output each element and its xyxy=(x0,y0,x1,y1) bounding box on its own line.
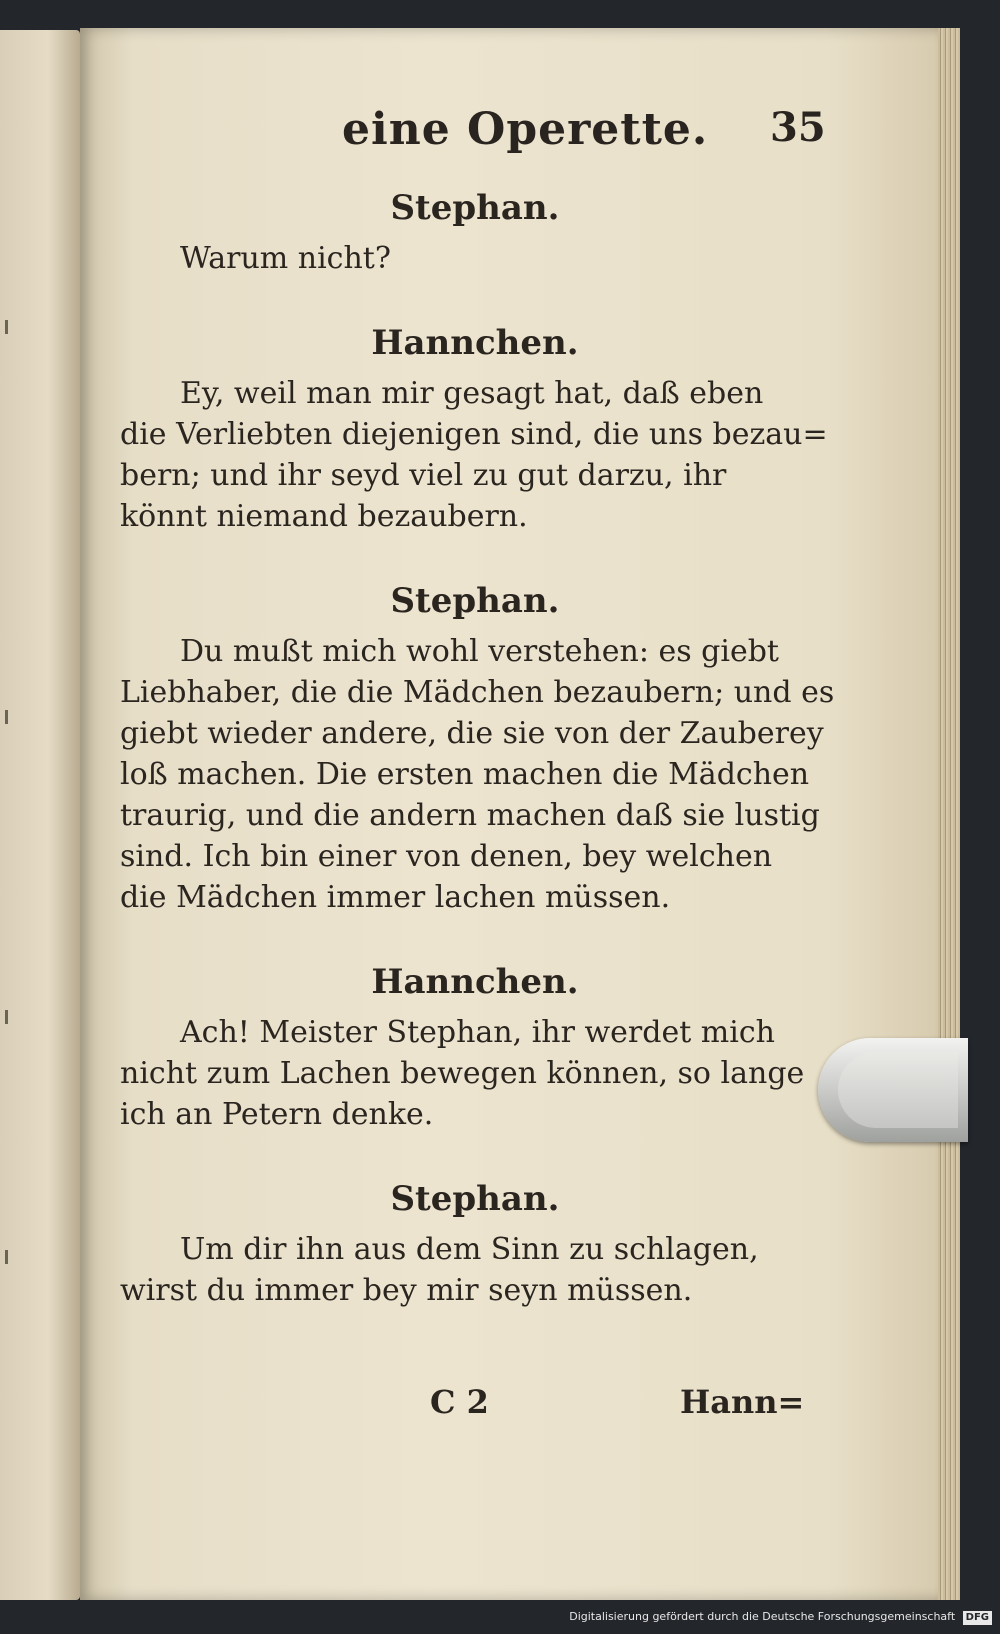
speech-line: Ey, weil man mir gesagt hat, daß eben xyxy=(180,376,764,411)
speech-line: wirst du immer bey mir seyn müssen. xyxy=(120,1273,693,1308)
speaker-heading: Hannchen. xyxy=(371,323,579,363)
speech-line: traurig, und die andern machen daß sie lustig xyxy=(120,798,820,833)
facing-page-edge xyxy=(0,30,80,1600)
speech-paragraph xyxy=(120,1229,830,1311)
book-page xyxy=(80,28,960,1600)
speech-line: Liebhaber, die die Mädchen bezaubern; und es xyxy=(120,675,835,710)
speech-paragraph xyxy=(120,238,830,279)
speech-line: könnt niemand bezaubern. xyxy=(120,499,528,534)
speech-line: loß machen. Die ersten machen die Mädchen xyxy=(120,757,810,792)
running-head-title: eine Operette. xyxy=(342,104,709,155)
digitization-credit xyxy=(569,1608,992,1626)
page-clip xyxy=(818,1038,968,1142)
page-stack-edges xyxy=(938,28,960,1600)
speaker-heading: Stephan. xyxy=(390,188,560,228)
speech-line: bern; und ihr seyd viel zu gut darzu, ihr xyxy=(120,458,727,493)
dfg-logo: DFG xyxy=(963,1611,992,1625)
edge-mark xyxy=(5,1010,8,1024)
catchword: Hann= xyxy=(680,1383,805,1421)
speaker-heading: Hannchen. xyxy=(371,962,579,1002)
credit-text: Digitalisierung gefördert durch die Deutsche Forschungsgemeinschaft xyxy=(569,1610,956,1623)
speech-line: die Verliebten diejenigen sind, die uns bezau= xyxy=(120,417,828,452)
speaker-heading: Stephan. xyxy=(390,581,560,621)
speech-line: nicht zum Lachen bewegen können, so lange xyxy=(120,1056,805,1091)
speech-line: giebt wieder andere, die sie von der Zauberey xyxy=(120,716,824,751)
speech-paragraph xyxy=(120,631,835,918)
speech-line: Um dir ihn aus dem Sinn zu schlagen, xyxy=(180,1232,759,1267)
speech-line: ich an Petern denke. xyxy=(120,1097,434,1132)
page-footer xyxy=(80,1383,960,1433)
page-number: 35 xyxy=(770,104,826,151)
page-body xyxy=(120,178,835,1311)
edge-mark xyxy=(5,320,8,334)
speaker-heading: Stephan. xyxy=(390,1179,560,1219)
speech-line: sind. Ich bin einer von denen, bey welchen xyxy=(120,839,773,874)
speech-paragraph xyxy=(120,373,830,537)
edge-mark xyxy=(5,1250,8,1264)
running-head xyxy=(80,104,960,164)
speech-line: Ach! Meister Stephan, ihr werdet mich xyxy=(180,1015,775,1050)
speech-line: Du mußt mich wohl verstehen: es giebt xyxy=(180,634,779,669)
speech-line: die Mädchen immer lachen müssen. xyxy=(120,880,671,915)
speech-paragraph xyxy=(120,1012,830,1135)
speech-line: Warum nicht? xyxy=(180,241,391,276)
edge-mark xyxy=(5,710,8,724)
clip-highlight xyxy=(838,1052,958,1128)
signature-mark: C 2 xyxy=(430,1383,489,1421)
